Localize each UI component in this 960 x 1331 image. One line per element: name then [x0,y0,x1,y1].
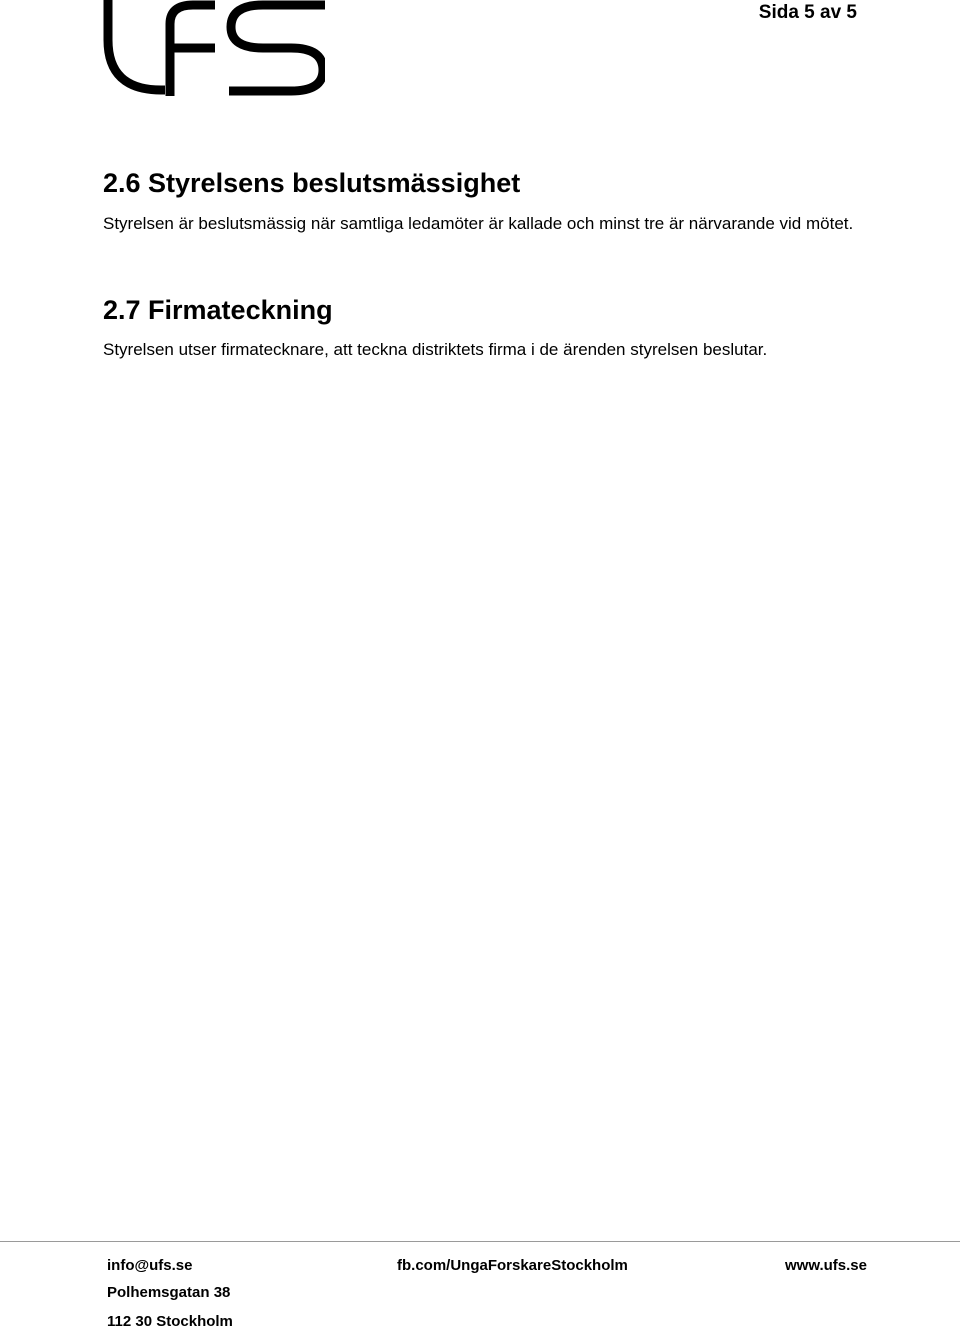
section-body-2-6: Styrelsen är beslutsmässig när samtliga ledamöter är kallade och minst tre är närvarande vid mötet. [103,214,854,233]
footer-divider [0,1241,960,1242]
footer-facebook: fb.com/UngaForskareStockholm [397,1257,628,1274]
footer-email: info@ufs.se [107,1257,193,1274]
section-heading-2-7: 2.7 Firmateckning [103,295,333,325]
footer-website: www.ufs.se [785,1257,867,1274]
section-heading-2-6: 2.6 Styrelsens beslutsmässighet [103,168,521,198]
logo-letter-u [108,0,165,90]
footer-street-address: Polhemsgatan 38 [107,1284,231,1301]
logo-letter-s [229,5,325,91]
page-number: Sida 5 av 5 [758,2,857,23]
ufs-logo [103,0,325,96]
section-body-2-7: Styrelsen utser firmatecknare, att teckna distriktets firma i de ärenden styrelsen beslutar. [103,340,768,359]
footer-city: 112 30 Stockholm [107,1313,233,1330]
